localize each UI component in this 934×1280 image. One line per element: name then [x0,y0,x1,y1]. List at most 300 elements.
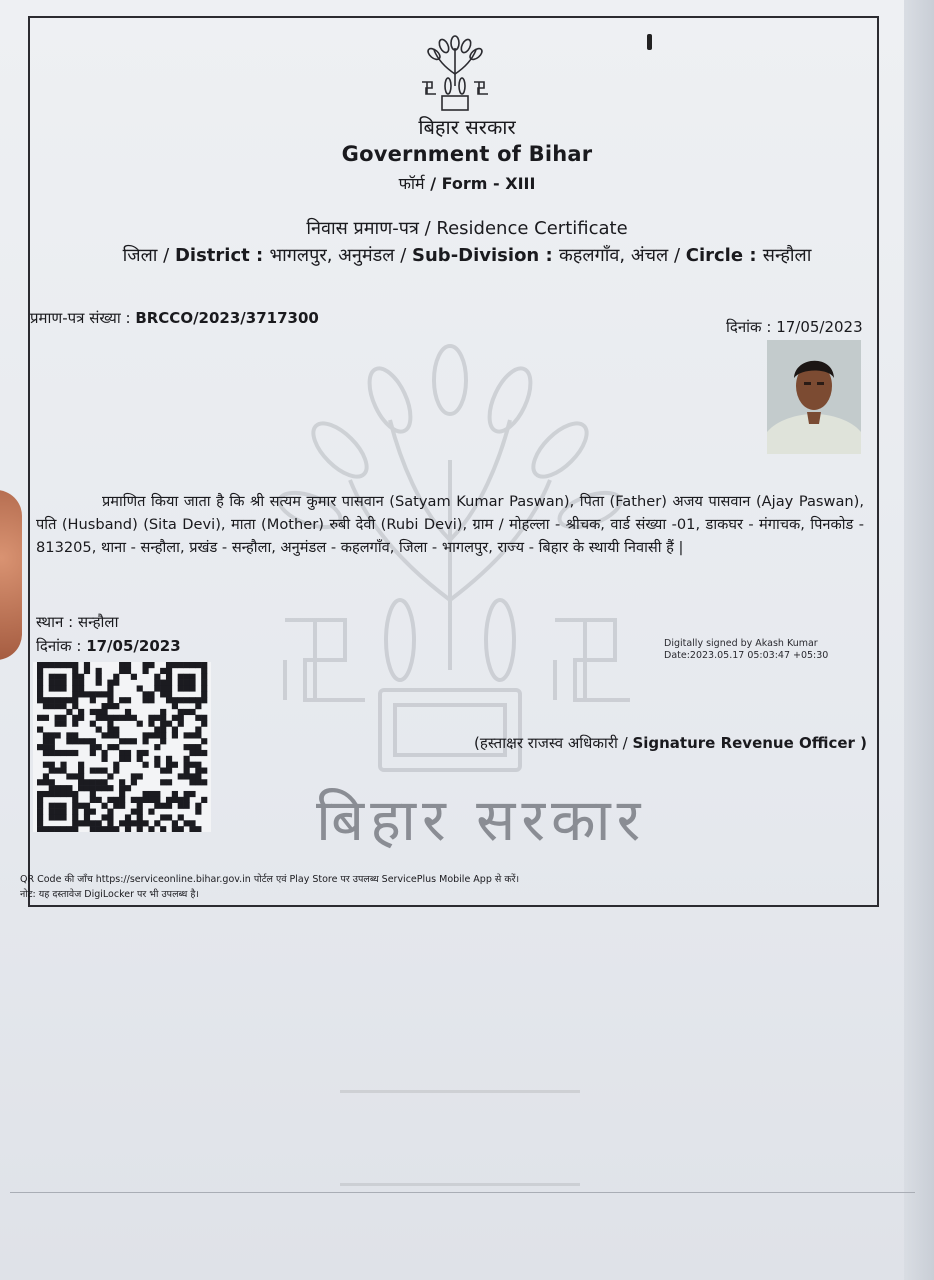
qr-module [96,826,102,832]
qr-module [78,762,84,768]
qr-module [43,703,49,709]
qr-module [178,685,184,691]
qr-module [55,697,61,703]
qr-module [37,662,43,668]
qr-module [55,703,61,709]
qr-module [195,750,201,756]
qr-module [201,715,207,721]
applicant-photo [767,340,861,454]
qr-module [195,826,201,832]
issue-date: दिनांक : 17/05/2023 [36,637,181,655]
qr-module [195,803,201,809]
qr-module [154,680,160,686]
qr-module [201,779,207,785]
qr-module [201,721,207,727]
qr-module [119,668,125,674]
qr-module [107,809,113,815]
qr-module [84,668,90,674]
qr-module [160,732,166,738]
qr-module [113,715,119,721]
qr-module [43,773,49,779]
qr-module [119,779,125,785]
qr-module [148,721,154,727]
qr-module [201,768,207,774]
qr-module [143,668,149,674]
qr-module [160,680,166,686]
qr-module [101,709,107,715]
qr-module [113,744,119,750]
qr-module [78,680,84,686]
qr-module [160,726,166,732]
digilocker-note: नोट: यह दस्तावेज DigiLocker पर भी उपलब्ध है। [20,889,199,900]
qr-module [55,785,61,791]
qr-module [125,738,131,744]
qr-code-icon [33,662,211,832]
qr-module [60,703,66,709]
qr-module [55,803,61,809]
qr-module [189,680,195,686]
qr-module [166,662,172,668]
qr-module [119,785,125,791]
qr-module [55,662,61,668]
qr-module [55,826,61,832]
qr-module [90,691,96,697]
qr-module [189,762,195,768]
qr-module [154,726,160,732]
digital-signature: Digitally signed by Akash Kumar Date:2023.05.17 05:03:47 +05:30 [664,638,829,661]
qr-module [184,732,190,738]
qr-module [55,809,61,815]
qr-module [160,768,166,774]
qr-module [49,732,55,738]
qr-module [84,820,90,826]
qr-module [172,726,178,732]
qr-module [78,773,84,779]
qr-module [60,721,66,727]
qr-module [125,750,131,756]
qr-module [72,814,78,820]
qr-module [49,791,55,797]
qr-module [78,803,84,809]
qr-module [154,685,160,691]
qr-module [143,791,149,797]
qr-module [125,826,131,832]
qr-module [189,732,195,738]
qr-module [113,762,119,768]
qr-module [43,697,49,703]
qr-module [189,773,195,779]
qr-module [72,674,78,680]
qr-module [60,803,66,809]
qr-module [60,814,66,820]
qr-module [84,814,90,820]
qr-module [178,709,184,715]
qr-module [184,797,190,803]
qr-module [96,668,102,674]
qr-module [184,762,190,768]
qr-module [107,680,113,686]
qr-module [101,750,107,756]
qr-module [37,697,43,703]
qr-module [148,732,154,738]
qr-module [37,668,43,674]
qr-module [143,762,149,768]
qr-module [172,820,178,826]
qr-module [143,732,149,738]
qr-module [60,662,66,668]
qr-module [195,726,201,732]
qr-module [101,803,107,809]
qr-module [160,721,166,727]
qr-module [90,744,96,750]
qr-module [78,691,84,697]
certificate-body: प्रमाणित किया जाता है कि श्री सत्यम कुमार पासवान (Satyam Kumar Paswan), पिता (Father) अजय पासवान (Ajay Paswan), पति (Husband) (Sita Devi), माता (Mother) रुबी देवी (Rubi Devi), ग्राम / मोहल्ला - श्रीचक, वार्ड संख्या -01, डाकघर - मंगाचक, पिनकोड - 813205, थाना - सन्हौला, प्रखंड - सन्हौला, अनुमंडल - कहलगाँव, जिला - भागलपुर, राज्य - बिहार के स्थायी निवासी हैं | [36,493,864,556]
qr-module [119,662,125,668]
qr-module [137,814,143,820]
qr-module [60,826,66,832]
qr-module [143,820,149,826]
qr-module [201,691,207,697]
bihar-emblem-icon [418,34,492,114]
qr-module [131,797,137,803]
qr-module [160,691,166,697]
qr-module [125,785,131,791]
qr-module [201,668,207,674]
qr-module [84,691,90,697]
qr-module [195,732,201,738]
qr-module [78,674,84,680]
qr-module [107,721,113,727]
qr-module [101,785,107,791]
qr-module [84,662,90,668]
qr-module [113,768,119,774]
qr-module [107,703,113,709]
qr-module [137,773,143,779]
qr-module [107,773,113,779]
qr-module [160,814,166,820]
qr-module [101,779,107,785]
qr-module [178,680,184,686]
qr-module [154,744,160,750]
qr-module [195,768,201,774]
qr-module [101,691,107,697]
qr-module [184,709,190,715]
qr-module [189,826,195,832]
qr-module [201,680,207,686]
qr-module [148,691,154,697]
qr-module [154,674,160,680]
qr-module [55,768,61,774]
qr-module [72,797,78,803]
place: स्थान : सन्हौला [36,613,119,631]
qr-module [84,803,90,809]
qr-module [43,738,49,744]
qr-module [166,768,172,774]
qr-module [90,750,96,756]
qr-module [90,709,96,715]
signature-caption: (हस्ताक्षर राजस्व अधिकारी / Signature Revenue Officer ) [474,734,868,752]
qr-module [178,662,184,668]
qr-module [178,826,184,832]
qr-module [137,820,143,826]
qr-module [84,738,90,744]
qr-module [37,797,43,803]
qr-module [184,773,190,779]
qr-module [113,803,119,809]
qr-module [172,826,178,832]
qr-module [72,791,78,797]
qr-module [96,768,102,774]
qr-module [96,680,102,686]
qr-module [101,756,107,762]
qr-module [96,709,102,715]
qr-module [43,791,49,797]
qr-module [49,826,55,832]
qr-module [60,715,66,721]
qr-module [78,779,84,785]
qr-module [178,721,184,727]
qr-module [166,797,172,803]
qr-module [178,803,184,809]
qr-module [55,814,61,820]
qr-module [184,768,190,774]
qr-module [166,756,172,762]
qr-module [184,744,190,750]
qr-module [107,715,113,721]
qr-module [96,726,102,732]
qr-module [96,797,102,803]
qr-module [107,797,113,803]
qr-module [55,791,61,797]
qr-module [72,721,78,727]
qr-module [55,715,61,721]
qr-module [43,744,49,750]
qr-module [119,803,125,809]
qr-module [119,797,125,803]
qr-module [37,691,43,697]
qr-module [189,662,195,668]
qr-module [107,785,113,791]
qr-module [201,674,207,680]
qr-module [78,709,84,715]
qr-module [66,738,72,744]
qr-module [90,820,96,826]
qr-module [66,773,72,779]
qr-module [66,709,72,715]
qr-module [90,826,96,832]
person-photo-icon [767,340,861,454]
qr-module [178,773,184,779]
qr-module [178,715,184,721]
qr-module [166,697,172,703]
qr-module [37,820,43,826]
qr-module [49,680,55,686]
qr-module [154,820,160,826]
qr-module [49,674,55,680]
qr-module [195,762,201,768]
qr-module [90,697,96,703]
qr-module [172,703,178,709]
location-line: जिला / District : भागलपुर, अनुमंडल / Sub-Division : कहलगाँव, अंचल / Circle : सन्हौला [122,245,812,266]
qr-module [154,732,160,738]
qr-module [66,826,72,832]
qr-module [195,703,201,709]
qr-module [148,797,154,803]
qr-module [172,791,178,797]
qr-module [60,791,66,797]
qr-module [55,685,61,691]
qr-module [148,697,154,703]
qr-module [160,668,166,674]
qr-module [189,674,195,680]
qr-module [166,668,172,674]
qr-module [101,768,107,774]
qr-module [90,797,96,803]
qr-module [125,715,131,721]
qr-module [166,803,172,809]
qr-module [201,738,207,744]
qr-module [43,779,49,785]
qr-module [96,744,102,750]
qr-module [148,662,154,668]
qr-module [49,768,55,774]
qr-module [101,826,107,832]
qr-module [184,662,190,668]
fold-line [10,1192,915,1193]
qr-module [195,779,201,785]
qr-module [148,715,154,721]
certificate-number: प्रमाण-पत्र संख्या : BRCCO/2023/3717300 [30,309,319,327]
qr-module [125,697,131,703]
qr-module [195,744,201,750]
qr-module [60,809,66,815]
qr-module [119,738,125,744]
qr-module [137,797,143,803]
qr-module [66,785,72,791]
qr-module [172,715,178,721]
qr-module [72,691,78,697]
qr-module [119,756,125,762]
qr-module [201,697,207,703]
qr-module [78,715,84,721]
qr-module [137,826,143,832]
qr-module [160,738,166,744]
qr-module [96,715,102,721]
qr-module [189,750,195,756]
qr-module [113,732,119,738]
qr-module [137,685,143,691]
qr-module [131,773,137,779]
qr-module [166,691,172,697]
qr-module [107,685,113,691]
qr-module [49,738,55,744]
qr-module [154,756,160,762]
qr-module [66,732,72,738]
qr-module [184,756,190,762]
qr-module [143,738,149,744]
qr-module [154,803,160,809]
qr-module [37,826,43,832]
qr-module [119,715,125,721]
qr-module [148,809,154,815]
qr-module [43,732,49,738]
qr-module [154,791,160,797]
qr-module [90,721,96,727]
qr-module [166,762,172,768]
qr-module [72,820,78,826]
qr-module [84,785,90,791]
qr-module [113,703,119,709]
qr-module [107,814,113,820]
qr-module [43,715,49,721]
qr-module [84,809,90,815]
qr-module [72,826,78,832]
qr-module [195,697,201,703]
qr-module [201,662,207,668]
qr-module [119,791,125,797]
qr-module [178,814,184,820]
qr-module [189,685,195,691]
qr-module [49,779,55,785]
qr-module [96,820,102,826]
qr-module [72,697,78,703]
qr-module [37,674,43,680]
qr-module [143,691,149,697]
qr-module [37,685,43,691]
form-number: फॉर्म / Form - XIII [398,174,536,193]
qr-module [189,709,195,715]
qr-module [55,680,61,686]
qr-module [60,697,66,703]
qr-module [90,785,96,791]
qr-module [49,662,55,668]
qr-module [37,726,43,732]
qr-module [90,809,96,815]
qr-module [49,809,55,815]
qr-module [184,791,190,797]
qr-module [125,820,131,826]
qr-module [143,797,149,803]
qr-module [37,715,43,721]
qr-module [78,768,84,774]
qr-module [137,803,143,809]
qr-module [113,826,119,832]
qr-module [49,785,55,791]
qr-module [113,680,119,686]
qr-module [160,709,166,715]
qr-module [131,809,137,815]
qr-module [184,697,190,703]
qr-module [60,685,66,691]
qr-module [37,680,43,686]
qr-module [101,732,107,738]
qr-module [96,674,102,680]
qr-module [148,826,154,832]
qr-module [113,797,119,803]
qr-module [66,697,72,703]
qr-module [166,685,172,691]
qr-module [119,750,125,756]
qr-module [172,797,178,803]
thumb [0,490,22,660]
qr-module [72,680,78,686]
qr-module [49,744,55,750]
qr-module [49,697,55,703]
qr-module [166,779,172,785]
qr-module [78,820,84,826]
qr-module [60,762,66,768]
qr-module [107,732,113,738]
